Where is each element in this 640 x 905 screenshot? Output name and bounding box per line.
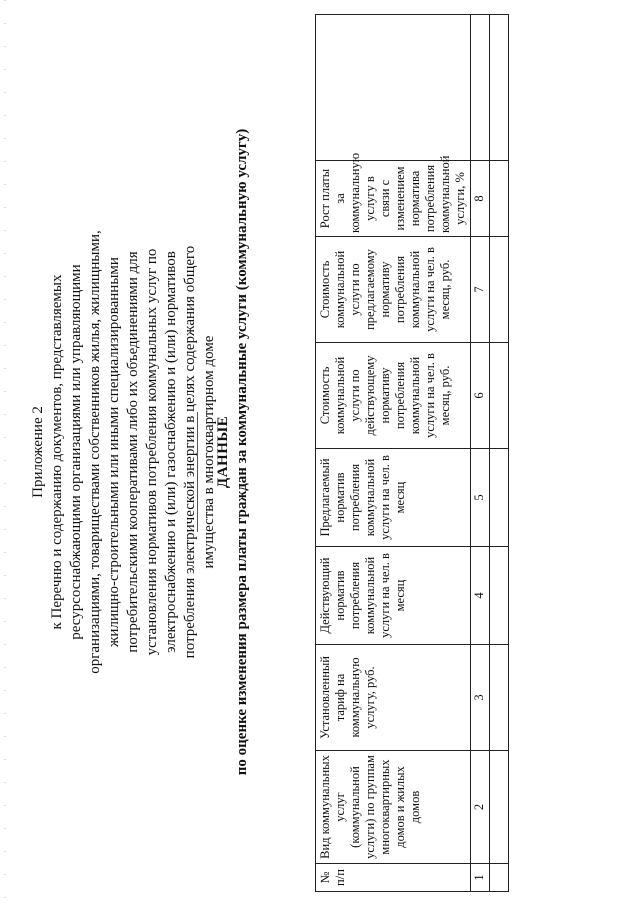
column-number: 8 (471, 161, 490, 237)
header-cell-proposed-cost: Стоимость коммунальной услуги по предлагаемому нормативу потребления коммунальной услуги на чел. в месяц, руб. (316, 237, 471, 343)
appendix-line: жилищно-строительными или иными специализированными (106, 257, 122, 647)
column-number: 6 (471, 343, 490, 449)
appendix-line: электроснабжению и (или) газоснабжению и (или) нормативов (163, 251, 179, 653)
table-number-row (471, 15, 490, 892)
column-number: 7 (471, 237, 490, 343)
table-cell (490, 161, 509, 237)
appendix-line: организациями, товариществами собственников жилья, жилищными, (87, 230, 103, 674)
table-header-row (316, 15, 471, 892)
document-heading (215, 12, 251, 892)
header-cell-tariff: Установленный тариф на коммунальную услугу, руб. (316, 645, 471, 751)
column-number: 5 (471, 449, 490, 547)
column-number: 1 (471, 864, 490, 892)
table-cell (490, 237, 509, 343)
data-table (315, 14, 509, 892)
document-title: ДАННЫЕ (215, 415, 231, 489)
rotated-page-content (25, 12, 615, 892)
table-cell (490, 15, 509, 161)
column-number: 4 (471, 547, 490, 645)
table-cell (490, 751, 509, 864)
column-number: 3 (471, 645, 490, 751)
table-cell (490, 343, 509, 449)
table-cell (490, 547, 509, 645)
appendix-line: к Перечню и содержанию документов, представляемых (49, 274, 65, 630)
header-cell-growth: Рост платы за коммунальную услугу в связи с изменением норматива потребления коммунальной услуги, % (316, 161, 471, 237)
table-cell (490, 645, 509, 751)
column-number: 2 (471, 751, 490, 864)
appendix-line: потребления электрической энергии в целях содержания общего (182, 245, 198, 659)
table-cell (471, 15, 490, 161)
header-cell-current-cost: Стоимость коммунальной услуги по действующему нормативу потребления коммунальной услуги на чел. в месяц, руб. (316, 343, 471, 449)
table-cell (490, 449, 509, 547)
table-cell (490, 864, 509, 892)
appendix-line: установления нормативов потребления коммунальных услуг по (144, 248, 160, 656)
separator-line (197, 412, 198, 532)
appendix-line: потребительскими кооперативами либо их объединениями для (125, 251, 141, 653)
table-row (490, 15, 509, 892)
header-cell-extra (316, 15, 471, 161)
appendix-title: Приложение 2 (30, 406, 46, 498)
document-subtitle: по оценке изменения размера платы граждан за коммунальные услуги (коммунальную услугу) (234, 128, 250, 776)
appendix-block (29, 12, 219, 892)
header-cell-service-type: Вид коммунальных услуг (коммунальной услуги) по группам многоквартирных домов и жилых домов (316, 751, 471, 864)
header-cell-proposed-norm: Предлагаемый норматив потребления коммунальной услуги на чел. в месяц (316, 449, 471, 547)
header-cell-number: № п/п (316, 864, 471, 892)
header-cell-current-norm: Действующий норматив потребления коммунальной услуги на чел. в месяц (316, 547, 471, 645)
appendix-line: имущества в многоквартирном доме (201, 335, 217, 569)
scan-edge-marks (4, 0, 6, 905)
appendix-line: ресурсоснабжающими организациями или управляющими (68, 264, 84, 640)
